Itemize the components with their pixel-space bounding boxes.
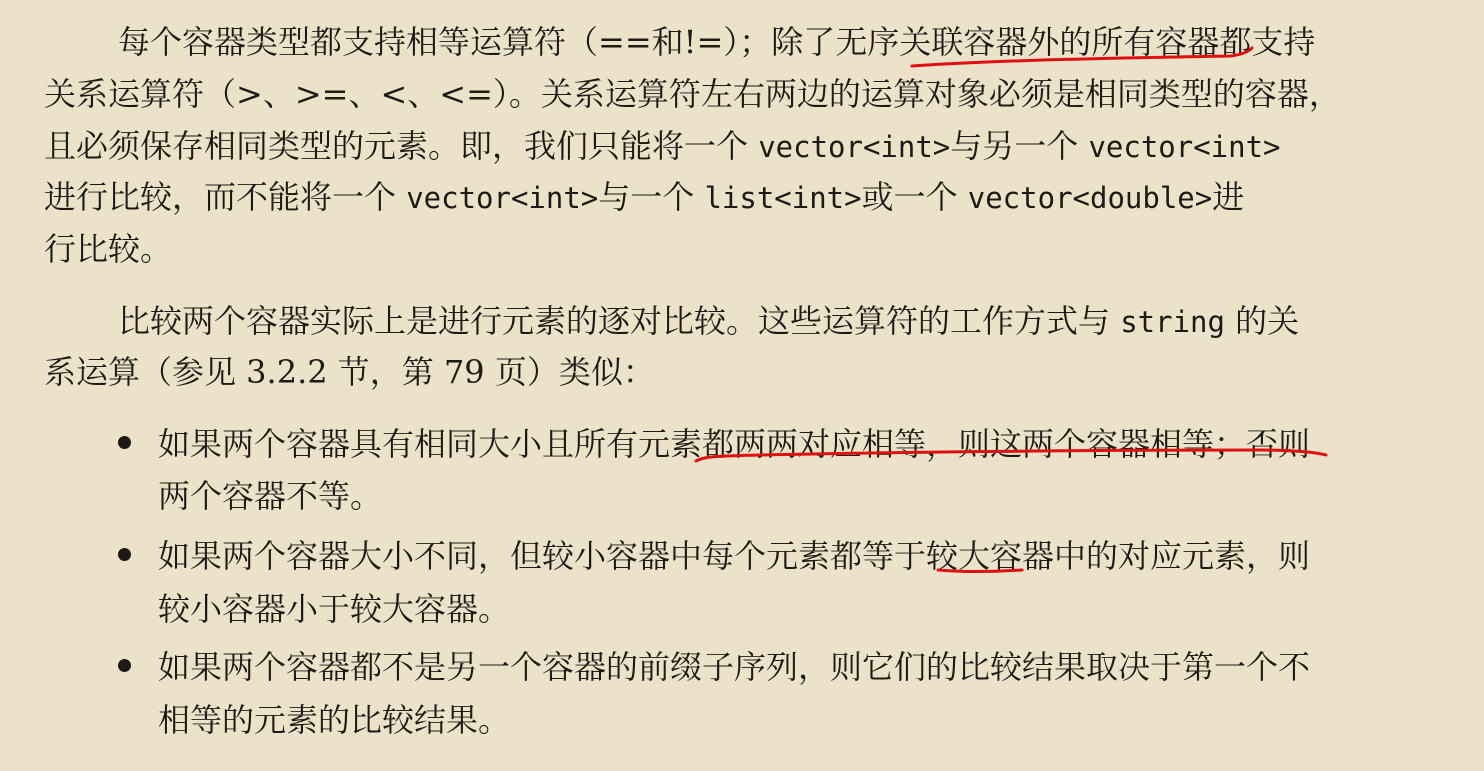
text-segment: 比较两个容器实际上是进行元素的逐对比较。这些运算符的工作方式与 (118, 302, 1121, 340)
paragraph-1-line-1 (118, 22, 1315, 62)
bullet-2-line-2 (158, 589, 510, 629)
code-string: string (1120, 305, 1225, 339)
text-segment: 行比较。 (44, 230, 173, 268)
text-segment: 或一个 (861, 178, 968, 216)
text-segment: 如果两个容器都不是另一个容器的前缀子序列，则它们的比较结果取决于第一个不 (158, 648, 1311, 686)
code-vector-double: vector<double> (967, 181, 1213, 215)
underlined-text: 元素都两两对应相等，则这两个容器相等 (638, 425, 1215, 463)
text-segment: 容器都支持 (1155, 23, 1316, 61)
text-segment: ；否则 (1214, 425, 1311, 463)
text-segment: 关系运算符（>、>=、<、<=）。关系运算符左右两边的运算对象必须是相同类型的容器， (44, 75, 1341, 113)
text-segment: 如果两个容器具有相同大小且所有 (158, 425, 639, 463)
code-vector-int: vector<int> (1088, 130, 1281, 164)
text-segment: 每个容器类型都支持相等运算符（==和!=）；除了 (118, 23, 836, 61)
paragraph-1-line-3 (44, 126, 1281, 166)
text-segment: 与一个 (598, 178, 705, 216)
code-vector-int: vector<int> (758, 130, 951, 164)
paragraph-1-line-5 (44, 229, 172, 269)
bullet-1-line-1 (158, 424, 1310, 464)
text-segment: 进行比较，而不能将一个 (44, 178, 407, 216)
bullet-dot (118, 659, 131, 672)
text-segment: 较大容器中的对应元素，则 (926, 537, 1311, 575)
paragraph-2-line-1 (118, 301, 1299, 341)
bullet-3-line-2 (158, 700, 510, 740)
bullet-1-line-2 (158, 476, 382, 516)
text-segment: 较小容器小于较大容器。 (158, 590, 511, 628)
text-segment: 如果两个容器大小不同，但较小容器中每个元素都 (158, 537, 863, 575)
text-segment: 的关 (1224, 302, 1300, 340)
text-segment: 相等的元素的比较结果。 (158, 701, 511, 739)
underlined-text: 无序关联容器外的所有 (835, 23, 1156, 61)
paragraph-2-line-2 (44, 352, 655, 392)
underlined-text: 等于 (862, 537, 927, 575)
paragraph-1-line-2 (44, 74, 1341, 114)
text-segment: 系运算（参见 3.2.2 节，第 79 页）类似： (44, 353, 655, 391)
bullet-dot (118, 436, 131, 449)
bullet-3-line-1 (158, 647, 1310, 687)
code-vector-int: vector<int> (406, 181, 599, 215)
text-segment: 且必须保存相同类型的元素。即，我们只能将一个 (44, 127, 759, 165)
paragraph-1-line-4 (44, 177, 1244, 217)
code-list-int: list<int> (704, 181, 862, 215)
bullet-2-line-1 (158, 536, 1310, 576)
text-segment: 进 (1212, 178, 1245, 216)
bullet-dot (118, 548, 131, 561)
text-segment: 与另一个 (950, 127, 1089, 165)
text-segment: 两个容器不等。 (158, 477, 383, 515)
